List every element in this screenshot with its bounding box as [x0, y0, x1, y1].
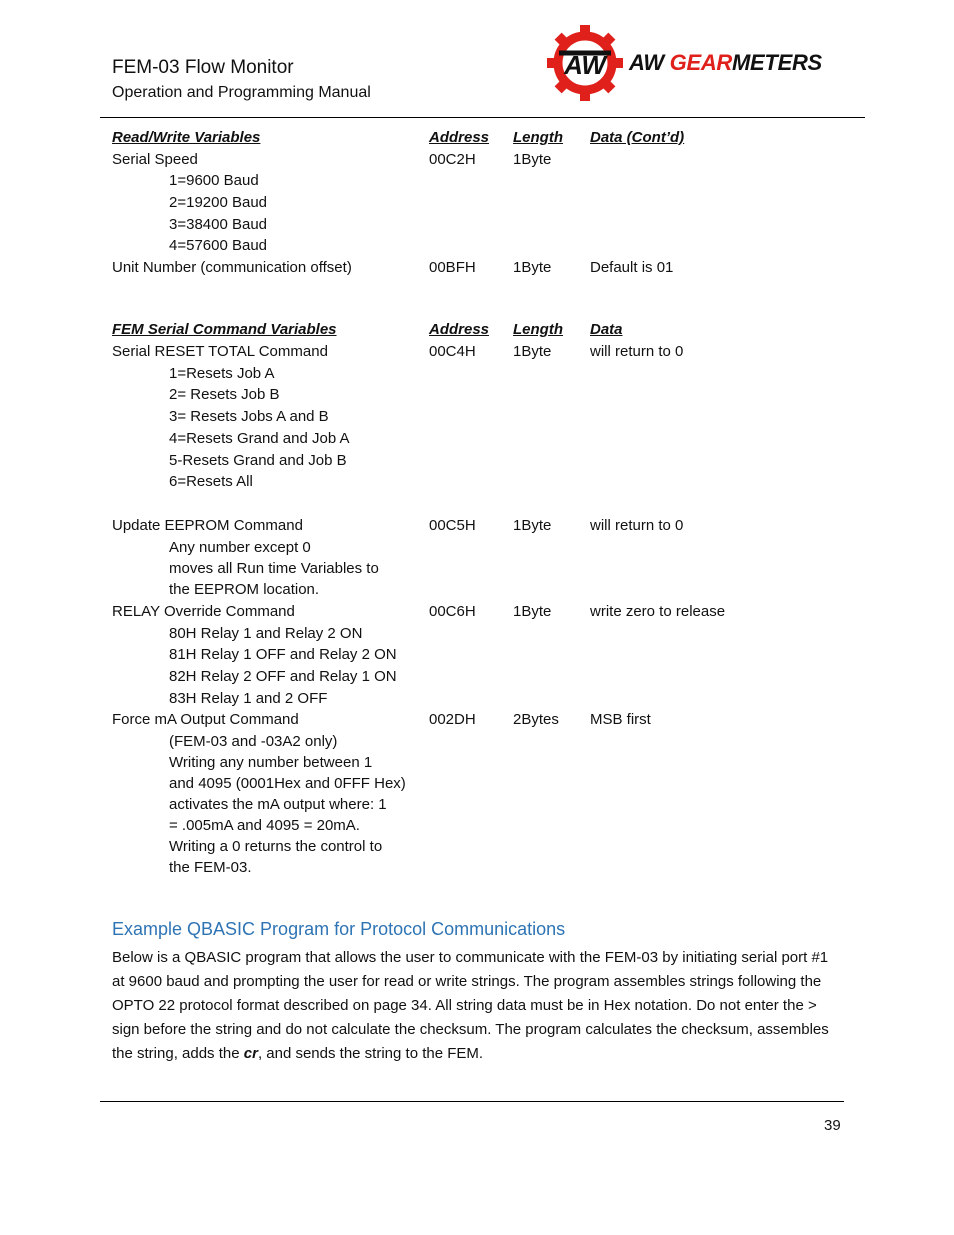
- document-subtitle: Operation and Programming Manual: [112, 84, 371, 101]
- section-paragraph: [112, 946, 844, 1066]
- command-length: 1Byte: [513, 603, 552, 620]
- command-name: Force mA Output Command: [112, 711, 299, 728]
- command-address: 002DH: [429, 711, 476, 728]
- variable-option: 1=9600 Baud: [169, 172, 259, 189]
- command-length: 2Bytes: [513, 711, 559, 728]
- command-option: the FEM-03.: [169, 859, 252, 876]
- command-option: 83H Relay 1 and 2 OFF: [169, 690, 328, 707]
- command-option: Writing a 0 returns the control to: [169, 838, 383, 855]
- command-name: Update EEPROM Command: [112, 517, 303, 534]
- logo-gear-text: GEAR: [669, 50, 733, 75]
- document-title: FEM-03 Flow Monitor: [112, 57, 294, 78]
- table1-header-address: Address: [429, 129, 490, 146]
- table1-header-name: Read/Write Variables: [112, 129, 261, 146]
- logo-aw-text: AW: [629, 50, 664, 75]
- table1-header-data: Data (Cont’d): [590, 129, 685, 146]
- variable-option: 3=38400 Baud: [169, 216, 268, 233]
- command-data: write zero to release: [590, 603, 726, 620]
- table2-header-name: FEM Serial Command Variables: [112, 321, 337, 338]
- page-number: 39: [824, 1117, 841, 1134]
- header-rule: [100, 117, 865, 118]
- svg-text:AW: AW: [564, 50, 606, 80]
- command-option: 81H Relay 1 OFF and Relay 2 ON: [169, 646, 397, 663]
- paragraph-text: Below is a QBASIC program that allows the user to communicate with the FEM-03 by initiating serial port #1 at 9600 baud and prompting the user for read or write strings. The program assembles strings following the OPTO 22 protocol format described on page 34. All string data must be in Hex notation. Do not enter the > sign before the string and do not calculate the checksum. The program calculates the checksum, assembles the string, adds the: [112, 949, 829, 1062]
- command-option: 80H Relay 1 and Relay 2 ON: [169, 625, 363, 642]
- command-address: 00C5H: [429, 517, 476, 534]
- command-data: will return to 0: [590, 517, 684, 534]
- command-name: RELAY Override Command: [112, 603, 295, 620]
- command-option: Any number except 0: [169, 539, 311, 556]
- command-option: = .005mA and 4095 = 20mA.: [169, 817, 360, 834]
- table2-header-address: Address: [429, 321, 490, 338]
- command-option: 4=Resets Grand and Job A: [169, 430, 350, 447]
- command-option: and 4095 (0001Hex and 0FFF Hex): [169, 775, 406, 792]
- command-data: MSB first: [590, 711, 651, 728]
- command-option: 6=Resets All: [169, 473, 253, 490]
- variable-address: 00BFH: [429, 259, 476, 276]
- command-option: the EEPROM location.: [169, 581, 320, 598]
- command-option: moves all Run time Variables to: [169, 560, 379, 577]
- variable-length: 1Byte: [513, 259, 552, 276]
- table2-header-data: Data: [590, 321, 623, 338]
- variable-address: 00C2H: [429, 151, 476, 168]
- table2-header-length: Length: [513, 321, 563, 338]
- variable-length: 1Byte: [513, 151, 552, 168]
- command-option: 3= Resets Jobs A and B: [169, 408, 329, 425]
- footer-rule: [100, 1101, 844, 1102]
- command-data: will return to 0: [590, 343, 684, 360]
- command-option: 5-Resets Grand and Job B: [169, 452, 347, 469]
- gear-emblem-icon: [545, 24, 625, 102]
- section-heading: Example QBASIC Program for Protocol Communications: [112, 919, 566, 939]
- command-option: 2= Resets Job B: [169, 386, 280, 403]
- variable-name: Serial Speed: [112, 151, 198, 168]
- aw-gear-meters-logo: [545, 24, 835, 102]
- command-option: (FEM-03 and -03A2 only): [169, 733, 338, 750]
- command-name: Serial RESET TOTAL Command: [112, 343, 328, 360]
- command-length: 1Byte: [513, 343, 552, 360]
- command-option: activates the mA output where: 1: [169, 796, 387, 813]
- command-option: 1=Resets Job A: [169, 365, 275, 382]
- variable-option: 4=57600 Baud: [169, 237, 268, 254]
- command-option: Writing any number between 1: [169, 754, 373, 771]
- variable-data: Default is 01: [590, 259, 674, 276]
- table1-header-length: Length: [513, 129, 563, 146]
- command-address: 00C4H: [429, 343, 476, 360]
- paragraph-emphasis: cr: [243, 1045, 258, 1062]
- command-length: 1Byte: [513, 517, 552, 534]
- variable-option: 2=19200 Baud: [169, 194, 268, 211]
- command-address: 00C6H: [429, 603, 476, 620]
- command-option: 82H Relay 2 OFF and Relay 1 ON: [169, 668, 397, 685]
- paragraph-text-end: , and sends the string to the FEM.: [257, 1045, 484, 1062]
- variable-name: Unit Number (communication offset): [112, 259, 352, 276]
- logo-meters-text: METERS: [732, 50, 822, 75]
